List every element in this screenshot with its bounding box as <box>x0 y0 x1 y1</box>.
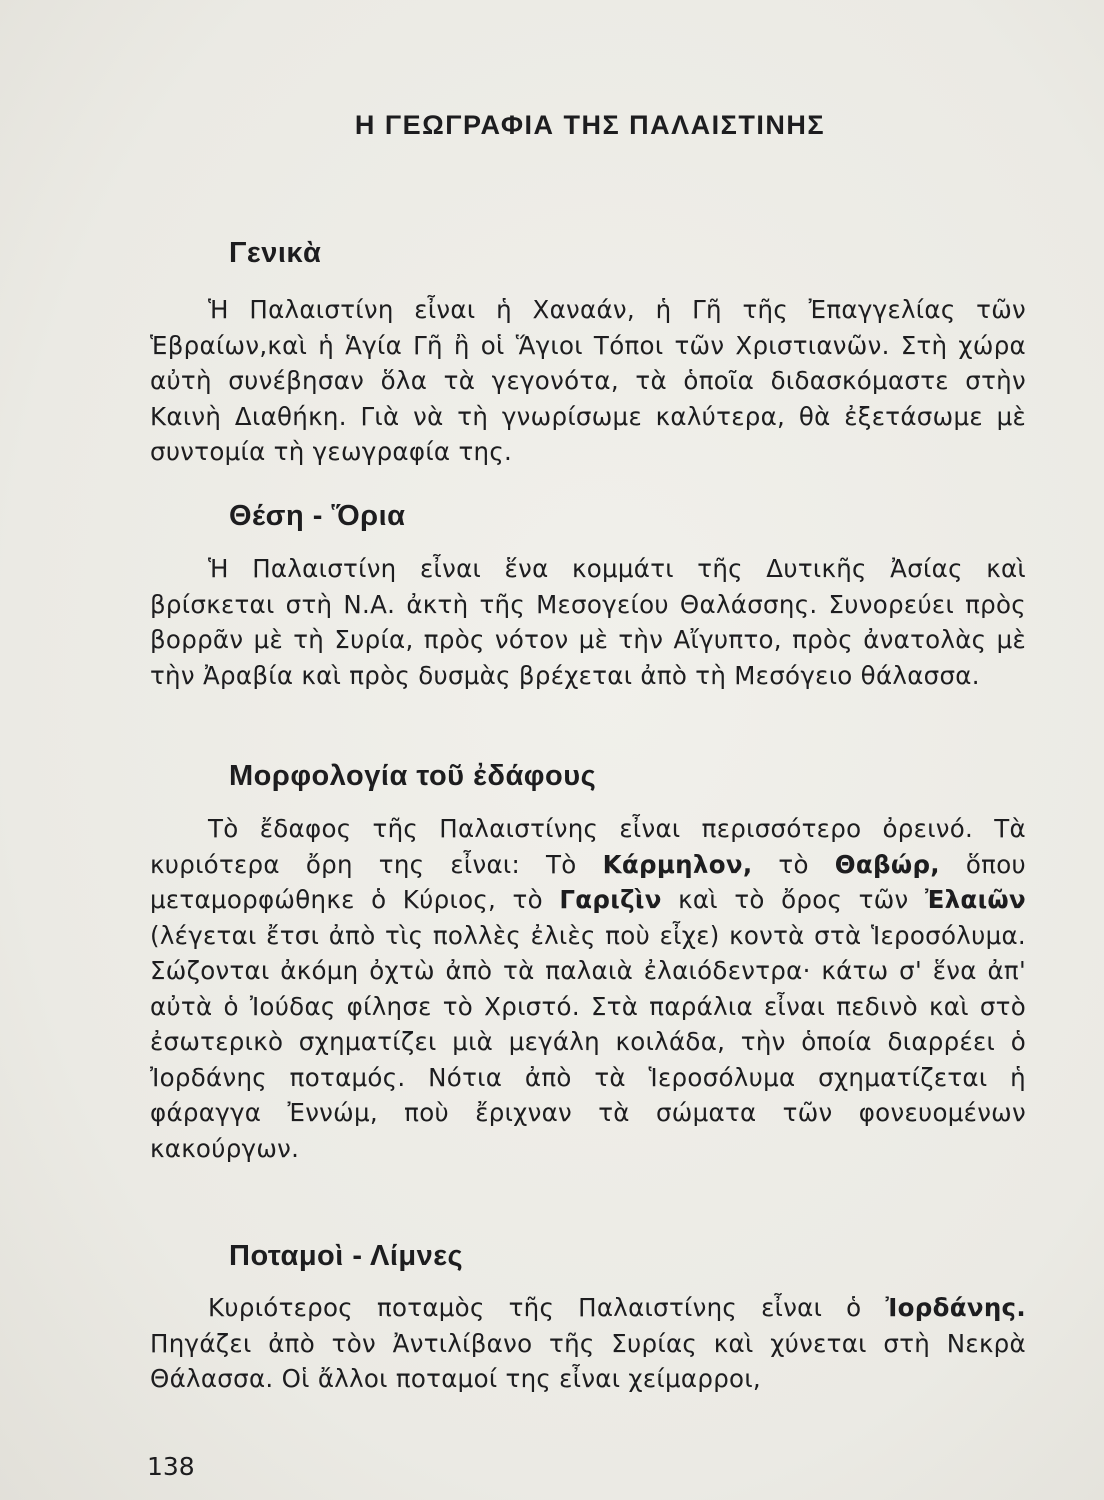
text-run: τὸ <box>752 849 835 879</box>
section-paragraph-position-borders: Ἡ Παλαιστίνη εἶναι ἕνα κομμάτι τῆς Δυτικῆς Ἀσίας καὶ βρίσκεται στὴ Ν.Α. ἀκτὴ τῆς Μεσογείου Θαλάσσης. Συνορεύει πρὸς βορρᾶν μὲ τὴ Συρία, πρὸς νότον μὲ τὴν Αἴγυπτο, πρὸς ἀνατολὰς μὲ τὴν Ἀραβία καὶ πρὸς δυσμὰς βρέχεται ἀπὸ τὴ Μεσόγειο θάλασσα. <box>150 554 1026 690</box>
section-paragraph-morphology <box>150 811 1026 1166</box>
text-run: (λέγεται ἔτσι ἀπὸ τὶς πολλὲς ἐλιὲς ποὺ εἶχε) κοντὰ στὰ Ἱεροσόλυμα. Σώζονται ἀκόμη ὀχτὼ ἀπὸ τὰ παλαιὰ ἐλαιόδεντρα· κάτω σ' ἕνα ἀπ' αὐτὰ ὁ Ἰούδας φίλησε τὸ Χριστό. Στὰ παράλια εἶναι πεδινὸ καὶ στὸ ἐσωτερικὸ σχηματίζει μιὰ μεγάλη κοιλάδα, τὴν ὁποία διαρρέει ὁ Ἰορδάνης ποταμός. Νότια ἀπὸ τὰ Ἱεροσόλυμα σχηματίζεται ἡ φάραγγα Ἐννώμ, ποὺ ἔριχναν τὰ σώματα τῶν φονευομένων κακούργων. <box>150 920 1026 1163</box>
chapter-title: Η ΓΕΩΓΡΑΦΙΑ ΤΗΣ ΠΑΛΑΙΣΤΙΝΗΣ <box>354 110 826 140</box>
bold-term-karmilon: Κάρμηλον, <box>602 849 753 879</box>
section-heading-morphology: Μορφολογία τοῦ ἐδάφους <box>229 760 597 792</box>
text-run: Κυριότερος ποταμὸς τῆς Παλαιστίνης εἶναι ὁ <box>208 1293 886 1322</box>
bold-term-elaion: Ἐλαιῶν <box>924 885 1026 914</box>
section-paragraph-rivers-lakes <box>150 1290 1026 1397</box>
text-run: ὅπου μεταμορφώθηκε ὁ Κύριος, τὸ <box>150 849 1026 914</box>
bold-term-thavor: Θαβώρ, <box>834 849 940 879</box>
section-heading-position-borders: Θέση - Ὅρια <box>229 500 406 532</box>
bold-term-garizin: Γαριζὶν <box>559 885 662 914</box>
section-paragraph-general: Ἡ Παλαιστίνη εἶναι ἡ Χαναάν, ἡ Γῆ τῆς Ἐπαγγελίας τῶν Ἑβραίων,καὶ ἡ Ἁγία Γῆ ἢ οἱ Ἅγιοι Τόποι τῶν Χριστιανῶν. Στὴ χώρα αὐτὴ συνέβησαν ὅλα τὰ γεγονότα, τὰ ὁποῖα διδασκόμαστε στὴν Καινὴ Διαθήκη. Γιὰ νὰ τὴ γνωρίσωμε καλύτερα, θὰ ἐξετάσωμε μὲ συντομία τὴ γεωγραφία της. <box>150 295 1026 466</box>
page-number: 138 <box>147 1452 195 1481</box>
text-run: Τὸ ἔδαφος τῆς Παλαιστίνης εἶναι περισσότερο ὀρεινό. Τὰ κυριότερα ὄρη της εἶναι: Τὸ <box>150 814 1026 879</box>
bold-term-iordanis: Ἰορδάνης. <box>885 1293 1026 1322</box>
text-run: καὶ τὸ ὄρος τῶν <box>661 885 925 914</box>
section-heading-rivers-lakes: Ποταμοὶ - Λίμνες <box>229 1240 464 1272</box>
text-run: Πηγάζει ἀπὸ τὸν Ἀντιλίβανο τῆς Συρίας καὶ χύνεται στὴ Νεκρὰ Θάλασσα. Οἱ ἄλλοι ποταμοί της εἶναι χείμαρροι, <box>150 1328 1026 1393</box>
section-heading-general: Γενικὰ <box>229 237 322 269</box>
